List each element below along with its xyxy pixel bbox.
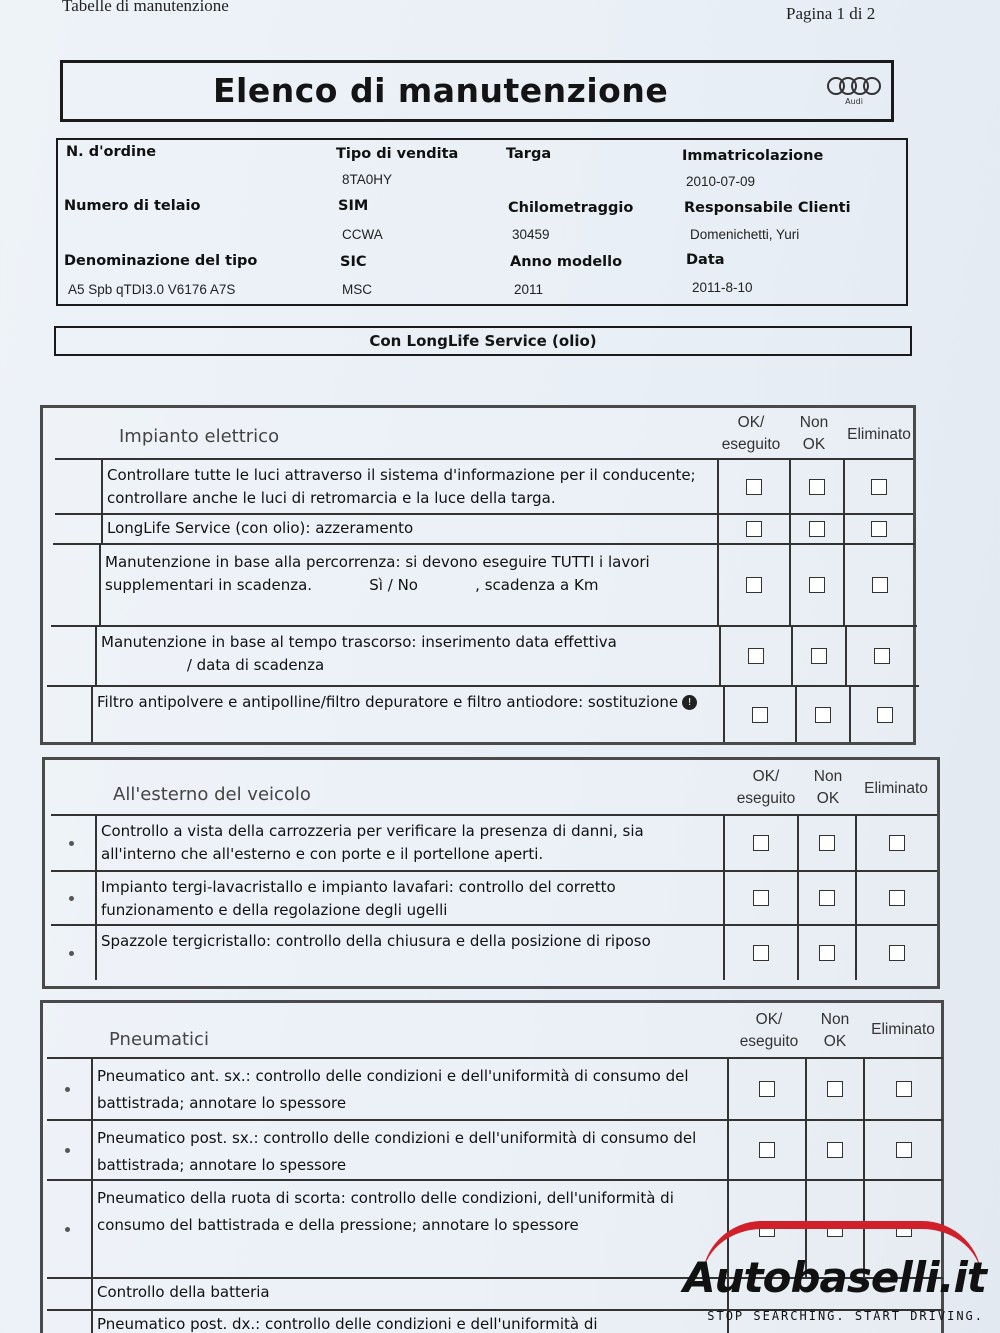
audi-logo xyxy=(825,77,883,109)
row-bullet xyxy=(47,687,93,742)
nonok-checkbox[interactable] xyxy=(827,1081,843,1097)
elim-checkbox[interactable] xyxy=(871,479,887,495)
elim-cell xyxy=(845,545,915,625)
elim-checkbox[interactable] xyxy=(871,521,887,537)
registration-label: Immatricolazione xyxy=(682,148,824,164)
watermark-brand: Autobaselli.it xyxy=(683,1253,986,1302)
ok-cell xyxy=(729,1121,807,1179)
sic-label: SIC xyxy=(340,254,367,270)
col-elim-header: Eliminato xyxy=(847,426,911,443)
sale-type-label: Tipo di vendita xyxy=(336,146,459,162)
elim-cell xyxy=(857,926,937,980)
nonok-checkbox[interactable] xyxy=(811,648,827,664)
nonok-cell xyxy=(799,872,857,924)
bullet-icon xyxy=(69,951,74,956)
elim-checkbox[interactable] xyxy=(896,1142,912,1158)
col-nonok-header: Non OK xyxy=(799,414,829,453)
sim-value: CCWA xyxy=(342,227,383,242)
nonok-cell xyxy=(797,687,851,742)
table-row xyxy=(47,685,919,742)
nonok-cell xyxy=(791,545,845,625)
table-row xyxy=(51,814,937,870)
bullet-icon xyxy=(65,1087,70,1092)
table-row xyxy=(51,870,937,924)
elim-checkbox[interactable] xyxy=(889,945,905,961)
type-name-value: A5 Spb qTDI3.0 V6176 A7S xyxy=(68,282,236,297)
nonok-cell xyxy=(793,627,847,685)
bullet-icon xyxy=(69,896,74,901)
row-text: Controllo della batteria xyxy=(93,1279,729,1309)
row-bullet xyxy=(47,1311,93,1333)
elim-checkbox[interactable] xyxy=(896,1081,912,1097)
table-row xyxy=(55,458,913,513)
row-bullet xyxy=(47,1279,93,1309)
ok-checkbox[interactable] xyxy=(746,521,762,537)
bullet-icon xyxy=(65,1227,70,1232)
customer-manager-value: Domenichetti, Yuri xyxy=(690,227,800,242)
page-header-title: Tabelle di manutenzione xyxy=(62,0,229,15)
document-title: Elenco di manutenzione xyxy=(213,71,669,110)
plate-label: Targa xyxy=(506,146,552,162)
registration-value: 2010-07-09 xyxy=(686,174,756,189)
table-row xyxy=(53,543,915,625)
order-label: N. d'ordine xyxy=(66,144,157,160)
model-year-label: Anno modello xyxy=(510,254,623,270)
nonok-cell xyxy=(807,1059,865,1119)
elim-checkbox[interactable] xyxy=(872,577,888,593)
ok-cell xyxy=(729,1059,807,1119)
ok-checkbox[interactable] xyxy=(748,648,764,664)
table-row xyxy=(51,924,937,980)
row-text xyxy=(93,687,725,742)
elim-checkbox[interactable] xyxy=(877,707,893,723)
elim-cell xyxy=(865,1121,943,1179)
row-text: Spazzole tergicristallo: controllo della chiusura e della posizione di riposo xyxy=(97,926,725,980)
row-text: Manutenzione in base al tempo trascorso: inserimento data effettiva / data di scadenza xyxy=(97,627,721,685)
elim-checkbox[interactable] xyxy=(889,835,905,851)
elim-cell xyxy=(845,460,913,513)
elim-cell xyxy=(865,1059,943,1119)
row-text: Pneumatico ant. sx.: controllo delle condizioni e dell'uniformità di consumo del battistrada; annotare lo spessore xyxy=(93,1059,729,1119)
nonok-cell xyxy=(807,1121,865,1179)
row-bullet xyxy=(47,1121,93,1179)
model-year-value: 2011 xyxy=(514,282,544,297)
row-bullet xyxy=(55,460,103,513)
nonok-checkbox[interactable] xyxy=(819,890,835,906)
section-title: Pneumatici xyxy=(109,1029,209,1050)
ok-checkbox[interactable] xyxy=(753,890,769,906)
row-bullet xyxy=(51,627,97,685)
elim-cell xyxy=(851,687,919,742)
row-text: LongLife Service (con olio): azzeramento xyxy=(103,515,719,543)
row-bullet xyxy=(51,816,97,870)
row-bullet xyxy=(53,545,101,625)
bullet-icon xyxy=(65,1148,70,1153)
elim-checkbox[interactable] xyxy=(874,648,890,664)
nonok-checkbox[interactable] xyxy=(827,1142,843,1158)
nonok-cell xyxy=(799,816,857,870)
row-text: Pneumatico della ruota di scorta: controllo delle condizioni, dell'uniformità di consumo del battistrada e della pressione; annotare lo spessore xyxy=(93,1181,729,1277)
row-text-content: Filtro antipolvere e antipolline/filtro depuratore e filtro antiodore: sostituzione xyxy=(97,693,679,711)
nonok-checkbox[interactable] xyxy=(819,835,835,851)
row-bullet xyxy=(47,1181,93,1277)
sale-type-value: 8TA0HY xyxy=(342,172,393,187)
elim-cell xyxy=(847,627,917,685)
nonok-checkbox[interactable] xyxy=(809,521,825,537)
ok-checkbox[interactable] xyxy=(752,707,768,723)
ok-cell xyxy=(719,545,791,625)
bullet-icon xyxy=(69,841,74,846)
section-title: All'esterno del veicolo xyxy=(113,784,311,805)
ok-checkbox[interactable] xyxy=(746,479,762,495)
sic-value: MSC xyxy=(342,282,372,297)
warning-icon: ! xyxy=(682,695,697,710)
col-elim-header: Eliminato xyxy=(864,780,928,797)
ok-checkbox[interactable] xyxy=(759,1081,775,1097)
row-text: Impianto tergi-lavacristallo e impianto lavafari: controllo del corretto funzionamento e della regolazione degli ugelli xyxy=(97,872,725,924)
section-title: Impianto elettrico xyxy=(119,426,280,447)
nonok-checkbox[interactable] xyxy=(815,707,831,723)
chassis-label: Numero di telaio xyxy=(64,198,201,214)
row-text: Pneumatico post. dx.: controllo delle condizioni e dell'uniformità di xyxy=(93,1311,729,1333)
page-number: Pagina 1 di 2 xyxy=(786,4,876,23)
row-text: Controllare tutte le luci attraverso il sistema d'informazione per il conducente; controllare anche le luci di retromarcia e la luce della targa. xyxy=(103,460,719,513)
col-ok-header: OK/ eseguito xyxy=(721,414,781,453)
mileage-value: 30459 xyxy=(512,227,550,242)
section-esterno-veicolo xyxy=(42,757,940,989)
autobaselli-watermark xyxy=(683,1221,992,1329)
col-ok-header: OK/ eseguito xyxy=(736,768,796,807)
sim-label: SIM xyxy=(338,198,369,214)
date-label: Data xyxy=(686,252,725,268)
nonok-checkbox[interactable] xyxy=(819,945,835,961)
col-ok-header: OK/ eseguito xyxy=(739,1011,799,1050)
mileage-label: Chilometraggio xyxy=(508,200,634,216)
nonok-cell xyxy=(791,460,845,513)
ok-checkbox[interactable] xyxy=(753,835,769,851)
nonok-cell xyxy=(791,515,845,543)
row-bullet xyxy=(51,872,97,924)
nonok-checkbox[interactable] xyxy=(809,577,825,593)
col-elim-header: Eliminato xyxy=(871,1021,935,1038)
section-impianto-elettrico xyxy=(40,405,916,745)
row-text: Controllo a vista della carrozzeria per verificare la presenza di danni, sia all'interno che all'esterno e con porte e il portellone aperti. xyxy=(97,816,725,870)
table-row xyxy=(47,1057,943,1119)
table-row xyxy=(55,513,913,543)
customer-manager-label: Responsabile Clienti xyxy=(684,200,851,216)
elim-cell xyxy=(857,872,937,924)
ok-checkbox[interactable] xyxy=(753,945,769,961)
ok-cell xyxy=(719,460,791,513)
watermark-tagline: STOP SEARCHING. START DRIVING. xyxy=(707,1309,984,1323)
date-value: 2011-8-10 xyxy=(692,280,753,295)
audi-logo-text: Audi xyxy=(845,97,863,106)
ok-cell xyxy=(721,627,793,685)
title-box xyxy=(60,60,894,122)
ok-cell xyxy=(725,816,799,870)
elim-cell xyxy=(857,816,937,870)
table-row xyxy=(51,625,917,685)
ok-checkbox[interactable] xyxy=(746,577,762,593)
elim-checkbox[interactable] xyxy=(889,890,905,906)
ok-checkbox[interactable] xyxy=(759,1142,775,1158)
nonok-cell xyxy=(799,926,857,980)
row-bullet xyxy=(55,515,103,543)
row-bullet xyxy=(51,926,97,980)
vehicle-info-box xyxy=(56,138,908,306)
elim-cell xyxy=(845,515,913,543)
row-text: Pneumatico post. sx.: controllo delle condizioni e dell'uniformità di consumo del battistrada; annotare lo spessore xyxy=(93,1121,729,1179)
col-nonok-header: Non OK xyxy=(820,1011,850,1050)
row-text: Manutenzione in base alla percorrenza: si devono eseguire TUTTI i lavori supplementari in scadenza. Sì / No , scadenza a Km xyxy=(101,545,719,625)
table-row xyxy=(47,1119,943,1179)
col-nonok-header: Non OK xyxy=(813,768,843,807)
ok-cell xyxy=(725,687,797,742)
longlife-service-banner: Con LongLife Service (olio) xyxy=(54,326,912,356)
ok-cell xyxy=(725,926,799,980)
ok-cell xyxy=(725,872,799,924)
type-name-label: Denominazione del tipo xyxy=(64,253,258,269)
audi-rings-icon xyxy=(825,77,883,95)
row-bullet xyxy=(47,1059,93,1119)
ok-cell xyxy=(719,515,791,543)
nonok-checkbox[interactable] xyxy=(809,479,825,495)
